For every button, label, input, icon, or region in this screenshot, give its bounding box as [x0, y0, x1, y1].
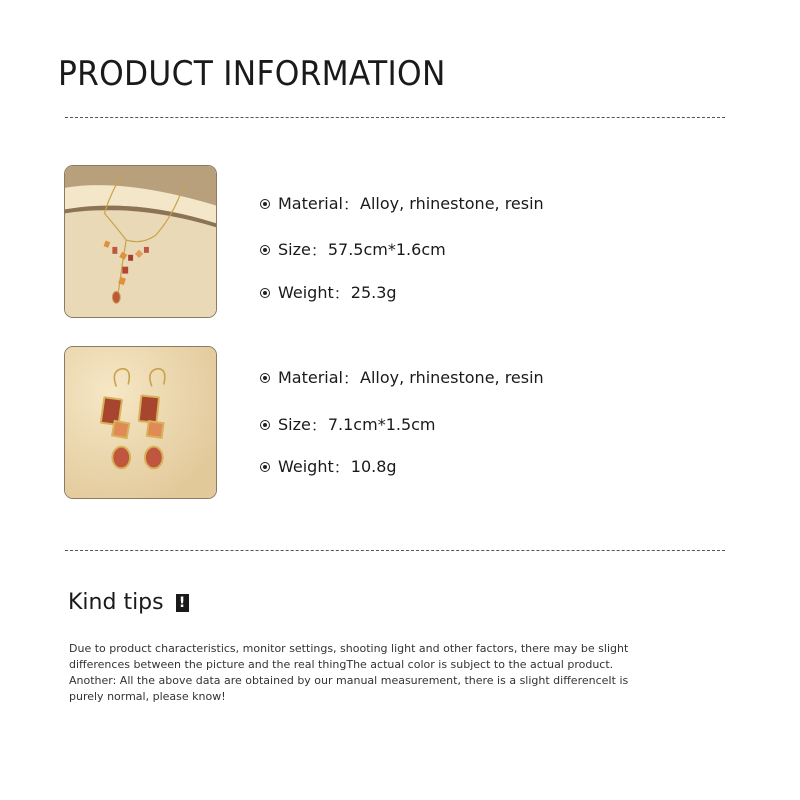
- product-earrings: [64, 346, 744, 500]
- product-necklace: [64, 165, 744, 319]
- spec-separator: ：: [310, 416, 327, 435]
- spec-value: 10.8g: [350, 457, 397, 476]
- spec-label: Material: [278, 368, 343, 387]
- spec-value: 25.3g: [350, 283, 397, 302]
- spec-weight: [260, 281, 397, 304]
- spec-value: 7.1cm*1.5cm: [327, 415, 436, 434]
- bullet-icon: [260, 199, 270, 209]
- spec-size: [260, 413, 436, 436]
- spec-label: Size: [278, 415, 311, 434]
- spec-separator: ：: [333, 284, 350, 303]
- bullet-icon: [260, 245, 270, 255]
- spec-size: [260, 238, 446, 261]
- kind-tips-text: Due to product characteristics, monitor settings, shooting light and other factors, there may be slight differences between the picture and the real thingThe actual color is subject to the actual product. Another: All the above data are obtained by our manual measurement, there is a slight differenceIt is purely normal, please know!: [69, 642, 629, 703]
- kind-tips-heading: [68, 590, 189, 615]
- spec-separator: ：: [343, 369, 360, 388]
- spec-weight: [260, 455, 397, 478]
- necklace-photo: [64, 165, 217, 318]
- spec-separator: ：: [333, 458, 350, 477]
- earrings-photo: [64, 346, 217, 499]
- spec-label: Weight: [278, 457, 334, 476]
- page-title: PRODUCT INFORMATION: [58, 54, 446, 94]
- bullet-icon: [260, 462, 270, 472]
- spec-separator: ：: [343, 195, 360, 214]
- spec-label: Weight: [278, 283, 334, 302]
- bullet-icon: [260, 420, 270, 430]
- spec-value: 57.5cm*1.6cm: [327, 240, 446, 259]
- spec-label: Size: [278, 240, 311, 259]
- exclamation-icon: !: [176, 594, 189, 612]
- top-divider: [65, 117, 725, 118]
- spec-value: Alloy, rhinestone, resin: [360, 368, 544, 387]
- bullet-icon: [260, 373, 270, 383]
- spec-separator: ：: [310, 241, 327, 260]
- spec-material: [260, 366, 544, 389]
- kind-tips-title: Kind tips: [68, 590, 164, 615]
- bottom-divider: [65, 550, 725, 551]
- spec-material: [260, 192, 544, 215]
- spec-value: Alloy, rhinestone, resin: [360, 194, 544, 213]
- spec-label: Material: [278, 194, 343, 213]
- bullet-icon: [260, 288, 270, 298]
